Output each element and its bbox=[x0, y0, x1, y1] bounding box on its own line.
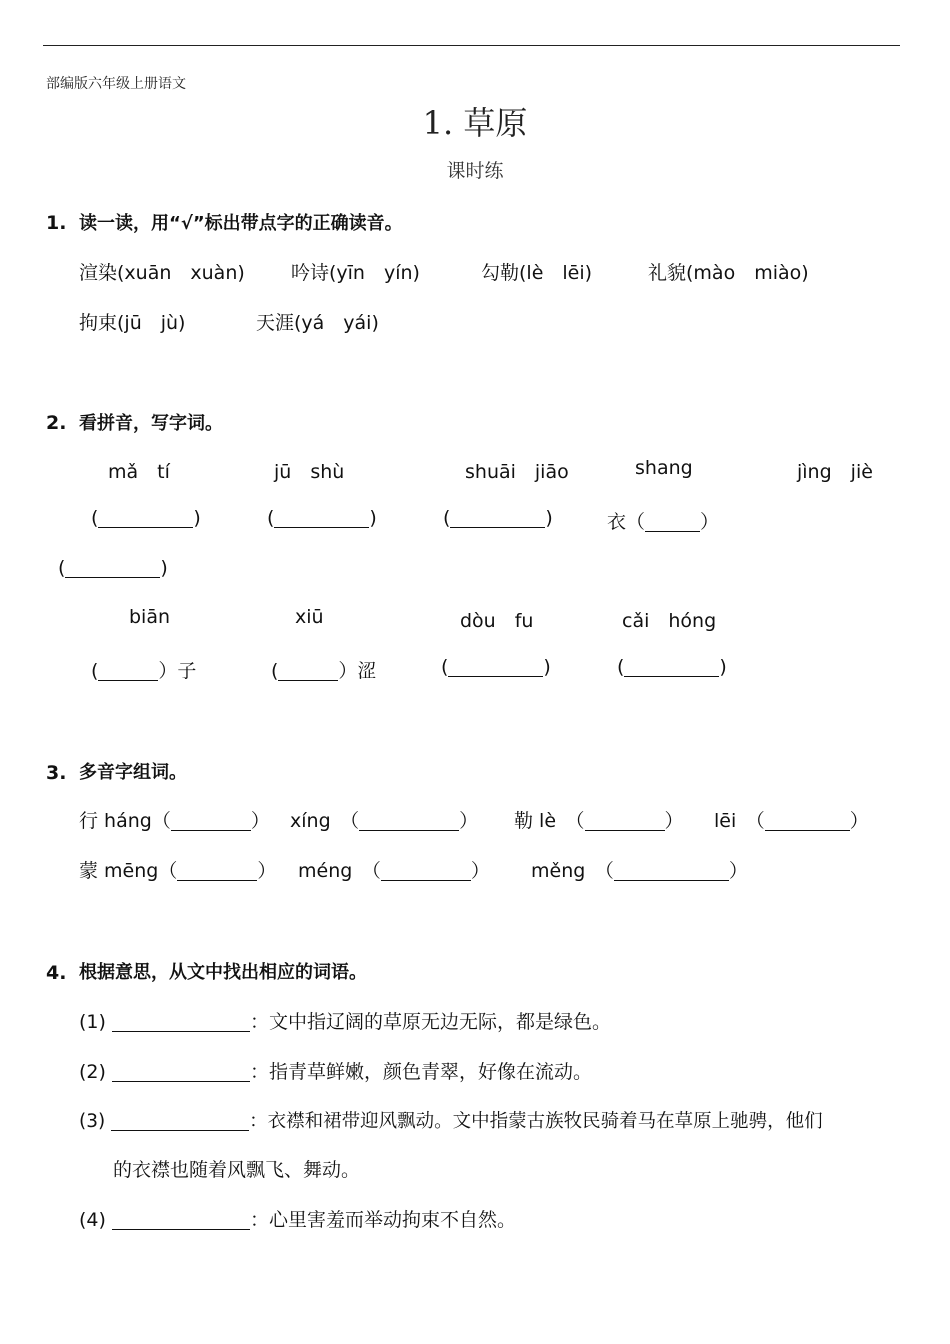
page-title: 1. 草原 bbox=[422, 104, 528, 142]
pinyin-label: xiū bbox=[295, 606, 324, 628]
q4-prompt: 根据意思，从文中找出相应的词语。 bbox=[79, 962, 367, 983]
q3-prompt: 多音字组词。 bbox=[79, 762, 187, 783]
answer-blank-group: ( ）子 bbox=[91, 660, 197, 682]
pinyin-label: jū shù bbox=[274, 461, 345, 483]
answer-blank-group: ( ) bbox=[58, 557, 168, 579]
answer-blank[interactable] bbox=[98, 507, 193, 528]
pinyin-label: mǎ tí bbox=[108, 461, 170, 483]
q2-prompt: 看拼音，写字词。 bbox=[79, 413, 223, 434]
answer-blank[interactable] bbox=[98, 660, 158, 681]
top-rule bbox=[43, 45, 900, 46]
answer-blank[interactable] bbox=[177, 860, 257, 881]
answer-blank[interactable] bbox=[65, 557, 160, 578]
pinyin-label: jìng jiè bbox=[797, 461, 873, 483]
answer-blank[interactable] bbox=[450, 507, 545, 528]
answer-blank-group: ( ) bbox=[91, 507, 201, 529]
polyphone-line: 行 háng（ ） bbox=[79, 810, 270, 832]
answer-blank-group: 衣（ ） bbox=[607, 511, 720, 533]
answer-blank[interactable] bbox=[112, 1061, 250, 1082]
answer-blank[interactable] bbox=[585, 810, 665, 831]
answer-blank[interactable] bbox=[359, 810, 459, 831]
pinyin-label: shang bbox=[635, 457, 693, 479]
polyphone-line: 蒙 mēng（ ） bbox=[79, 860, 277, 882]
answer-blank[interactable] bbox=[765, 810, 850, 831]
definition-item: (3) ：衣襟和裙带迎风飘动。文中指蒙古族牧民骑着马在草原上驰骋，他们 bbox=[79, 1111, 823, 1132]
polyphone-line: lēi （ ） bbox=[714, 810, 869, 832]
answer-blank[interactable] bbox=[171, 810, 251, 831]
answer-blank-group: ( ) bbox=[617, 656, 727, 678]
answer-blank-group: ( ) bbox=[443, 507, 553, 529]
q2-number: 2. bbox=[46, 412, 67, 434]
answer-blank[interactable] bbox=[112, 1209, 250, 1230]
answer-blank-group: ( ) bbox=[441, 656, 551, 678]
q1-item: 拘束(jū jù) bbox=[79, 312, 186, 334]
pinyin-label: cǎi hóng bbox=[622, 610, 717, 632]
definition-item: (1) ：文中指辽阔的草原无边无际，都是绿色。 bbox=[79, 1011, 611, 1033]
answer-blank-group: ( ）涩 bbox=[271, 660, 377, 682]
q1-number: 1. bbox=[46, 212, 67, 234]
polyphone-line: xíng （ ） bbox=[290, 810, 479, 832]
polyphone-line: měng （ ） bbox=[531, 860, 748, 882]
pinyin-label: dòu fu bbox=[460, 610, 534, 632]
answer-blank[interactable] bbox=[274, 507, 369, 528]
header-note: 部编版六年级上册语文 bbox=[46, 76, 186, 92]
q1-item: 勾勒(lè lēi) bbox=[481, 262, 593, 284]
q1-item: 礼貌(mào miào) bbox=[648, 262, 809, 284]
answer-blank[interactable] bbox=[381, 860, 471, 881]
polyphone-line: 勒 lè （ ） bbox=[514, 810, 684, 832]
q1-item: 吟诗(yīn yín) bbox=[291, 262, 420, 284]
q4-number: 4. bbox=[46, 962, 67, 984]
answer-blank[interactable] bbox=[624, 656, 719, 677]
definition-continuation: 的衣襟也随着风飘飞、舞动。 bbox=[113, 1159, 361, 1181]
answer-blank[interactable] bbox=[111, 1110, 249, 1131]
answer-blank[interactable] bbox=[448, 656, 543, 677]
answer-blank[interactable] bbox=[614, 860, 729, 881]
definition-item: (2) ：指青草鲜嫩，颜色青翠，好像在流动。 bbox=[79, 1061, 592, 1083]
q3-number: 3. bbox=[46, 762, 67, 784]
answer-blank-group: ( ) bbox=[267, 507, 377, 529]
polyphone-line: méng （ ） bbox=[298, 860, 490, 882]
pinyin-label: shuāi jiāo bbox=[465, 461, 569, 483]
answer-blank[interactable] bbox=[645, 511, 700, 532]
q1-item: 渲染(xuān xuàn) bbox=[79, 262, 245, 284]
q1-item: 天涯(yá yái) bbox=[256, 312, 379, 334]
answer-blank[interactable] bbox=[278, 660, 338, 681]
answer-blank[interactable] bbox=[112, 1011, 250, 1032]
definition-item: (4) ：心里害羞而举动拘束不自然。 bbox=[79, 1209, 516, 1231]
pinyin-label: biān bbox=[129, 606, 171, 628]
page-subtitle: 课时练 bbox=[446, 160, 504, 182]
q1-prompt: 读一读，用“√”标出带点字的正确读音。 bbox=[79, 213, 403, 234]
